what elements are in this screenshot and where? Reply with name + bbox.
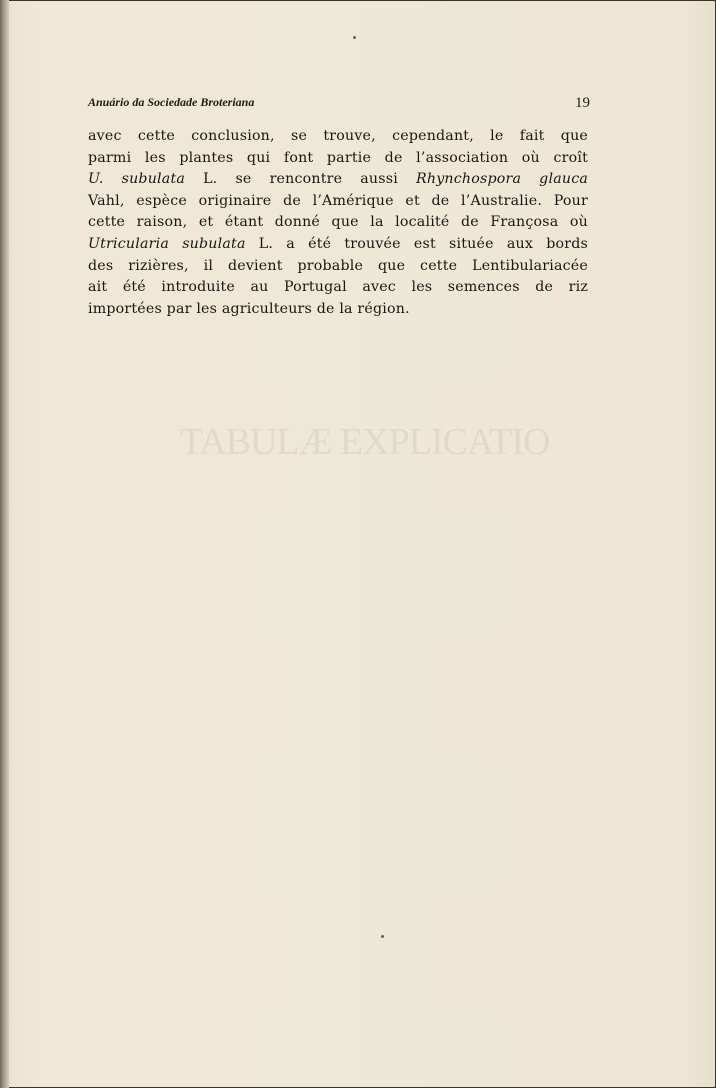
bleed-through-text: TABULÆ EXPLICATIO bbox=[180, 421, 550, 463]
italic-species-name: U. subulata bbox=[88, 171, 186, 188]
text-line bbox=[88, 126, 588, 148]
text-line bbox=[88, 212, 588, 234]
text-line bbox=[88, 169, 588, 191]
page-spine-shadow bbox=[0, 0, 9, 1088]
text-run: avec cette conclusion, se trouve, cependant, le fait que bbox=[88, 128, 588, 144]
text-line bbox=[88, 277, 588, 299]
text-line bbox=[88, 148, 588, 170]
text-run: parmi les plantes qui font partie de l’association où croît bbox=[88, 149, 588, 166]
italic-species-name: Rhynchospora glauca bbox=[415, 171, 588, 188]
text-line bbox=[88, 234, 588, 256]
text-run: L. se rencontre aussi bbox=[185, 171, 416, 188]
text-line bbox=[88, 299, 588, 321]
running-head: Anuário da Sociedade Broteriana bbox=[88, 95, 255, 109]
paper-speck bbox=[381, 935, 384, 938]
text-run: cette raison, et étant donné que la localité de Françosa où bbox=[88, 214, 588, 231]
text-run: des rizières, il devient probable que cette Lentibulariacée bbox=[88, 257, 588, 274]
paper-speck bbox=[353, 36, 356, 39]
body-paragraph bbox=[88, 126, 588, 320]
text-run: importées par les agriculteurs de la région. bbox=[88, 300, 410, 317]
text-run: ait été introduite au Portugal avec les semences de riz bbox=[88, 279, 588, 296]
text-run: L. a été trouvée est située aux bords bbox=[245, 235, 588, 252]
text-line bbox=[88, 191, 588, 213]
italic-species-name: Utricularia subulata bbox=[88, 235, 246, 252]
text-line bbox=[88, 256, 588, 278]
text-run: Vahl, espèce originaire de l’Amérique et de l’Australie. Pour bbox=[88, 192, 588, 209]
page-number: 19 bbox=[575, 95, 590, 111]
